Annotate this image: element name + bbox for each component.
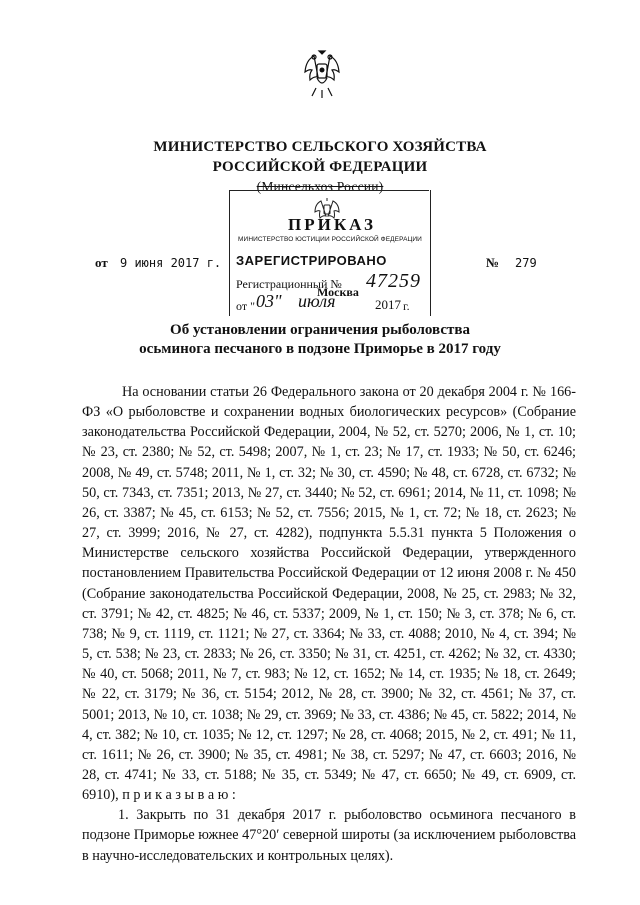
ministry-short-name: (Минсельхоз России) [256, 179, 384, 194]
item-1-paragraph: 1. Закрыть по 31 декабря 2017 г. рыболовство осьминога песчаного в подзоне Приморье южнее 47°20′ северной широты (за исключением рыболовства в научно-исследовательских и контрольных целях). [82, 807, 576, 864]
stamp-registration-number: 47259 [366, 270, 421, 292]
coat-of-arms-icon [302, 48, 342, 100]
stamp-date-prefix: от " [236, 299, 255, 313]
stamp-date-year: 2017 [375, 297, 401, 312]
stamp-city: Москва [317, 285, 359, 299]
stamp-emblem-icon [313, 196, 341, 222]
order-title-line1: Об установлении ограничения рыболовства [170, 322, 470, 338]
preamble-paragraph: На основании статьи 26 Федерального закона от 20 декабря 2004 г. № 166-ФЗ «О рыболовстве и сохранении водных биологических ресурсов» (Собрание законодательства Российской Федерации, 2004, № 52, ст. 5270; 2006, № 1, ст. 10; № 23, ст. 2380; № 52, ст. 5498; 2007, № 1, ст. 23; № 17, ст. 1933; № 50, ст. 6246; 2008, № 49, ст. 5748; 2011, № 1, ст. 32; № 30, ст. 4590; № 48, ст. 6728, ст. 6732; № 50, ст. 7343, ст. 7351; 2013, № 27, ст. 3440; № 52, ст. 6961; 2014, № 11, ст. 1098; № 26, ст. 3387; № 45, ст. 6153; № 52, ст. 7556; 2015, № 1, ст. 72; № 18, ст. 2623; № 27, ст. 3999; 2016, № 27, ст. 4282), подпункта 5.5.31 пункта 5 Положения о Министерстве сельского хозяйства Российской Федерации, утвержденного постановлением Правительства Российской Федерации от 12 июня 2008 г. № 450 (Собрание законодательства Российской Федерации, 2008, № 25, ст. 2983; № 32, ст. 3791; № 42, ст. 4825; № 46, ст. 5337; 2009, № 1, ст. 150; № 3, ст. 378; № 6, ст. 738; № 9, ст. 1119, ст. 1121; № 27, ст. 3364; № 33, ст. 4088; 2010, № 4, ст. 394; № 5, ст. 538; № 23, ст. 2833; № 26, ст. 3350; № 31, ст. 4251, ст. 4262; № 32, ст. 4330; № 40, ст. 5068; 2011, № 7, ст. 983; № 12, ст. 1652; № 14, ст. 1935; № 18, ст. 2649; № 22, ст. 3179; № 36, ст. 5154; 2012, № 28, ст. 3900; № 32, ст. 4561; № 37, ст. 5001; 2013, № 10, ст. 1038; № 29, ст. 3969; № 33, ст. 4386; № 45, ст. 5822; 2014, № 4, ст. 382; № 10, ст. 1035; № 12, ст. 1297; № 28, ст. 4068; 2015, № 2, ст. 491; № 11, ст. 1611; № 26, ст. 3900; № 35, ст. 4981; № 38, ст. 5297; № 47, ст. 6603; 2016, № 28, ст. 4741; № 33, ст. 5188; № 35, ст. 5349; № 47, ст. 6650; № 49, ст. 6909, ст. 6910), п р и к а з ы в а ю : [82, 384, 576, 804]
order-body [82, 382, 576, 866]
order-number: 279 [515, 256, 537, 270]
stamp-date-year-suffix: г. [403, 299, 410, 313]
stamp-ministry-name: МИНИСТЕРСТВО ЮСТИЦИИ РОССИЙСКОЙ ФЕДЕРАЦИИ [238, 236, 422, 243]
order-number-prefix: № [486, 255, 500, 270]
order-date: 9 июня 2017 г. [120, 256, 222, 270]
order-date-prefix: от [95, 255, 108, 270]
stamp-date-day: 03" [256, 291, 282, 311]
order-title-line2: осьминога песчаного в подзоне Приморье в 2017 году [139, 341, 501, 357]
ministry-name-line1: МИНИСТЕРСТВО СЕЛЬСКОГО ХОЗЯЙСТВА [153, 139, 487, 155]
stamp-registered-label: ЗАРЕГИСТРИРОВАНО [236, 253, 387, 268]
stamp-registration-number-label: Регистрационный № [236, 277, 342, 291]
stamp-date-month: июля [298, 291, 336, 311]
ministry-name-line2: РОССИЙСКОЙ ФЕДЕРАЦИИ [212, 159, 428, 175]
document-type: ПРИКАЗ [288, 215, 376, 234]
